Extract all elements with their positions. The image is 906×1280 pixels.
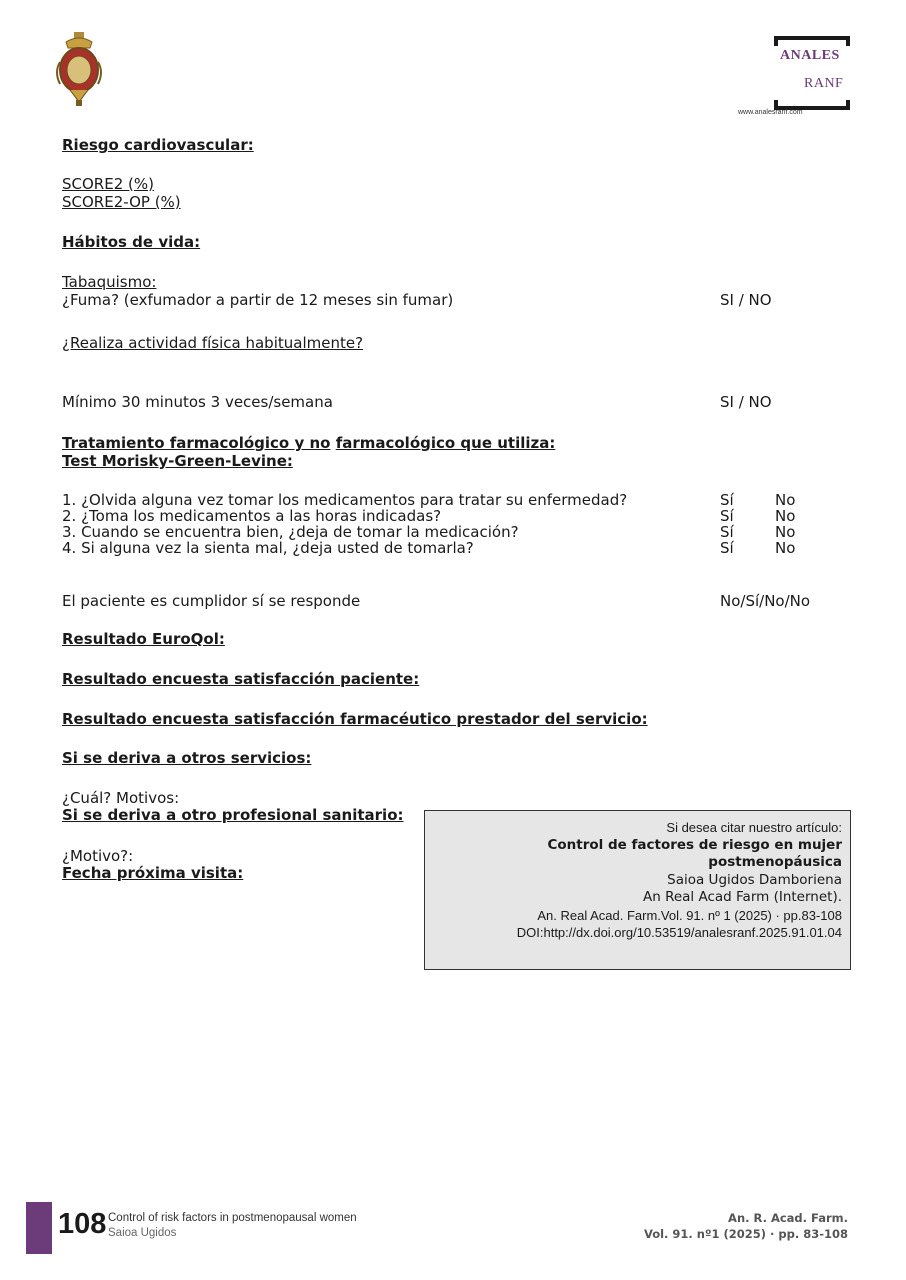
logo-website-text: www.analesranf.com: [738, 109, 803, 116]
cite-author: Saioa Ugidos Damboriena: [667, 871, 842, 888]
heading-fecha-visita: Fecha próxima visita:: [62, 864, 244, 882]
morisky-question-3: 3. Cuando se encuentra bien, ¿deja de tomar la medicación?: [62, 523, 519, 541]
cite-volume: An. Real Acad. Farm.Vol. 91. nº 1 (2025) · pp.83-108: [537, 907, 842, 923]
page-number: 108: [58, 1208, 107, 1240]
heading-euroqol: Resultado EuroQol:: [62, 630, 225, 648]
logo-anales-text: ANALES: [780, 48, 840, 63]
heading-riesgo-cardiovascular: Riesgo cardiovascular:: [62, 136, 254, 154]
footer-volume: Vol. 91. nº1 (2025) · pp. 83-108: [643, 1227, 848, 1241]
cite-journal: An Real Acad Farm (Internet).: [642, 889, 842, 905]
morisky-no-1: No: [775, 491, 796, 509]
morisky-no-4: No: [775, 539, 796, 557]
crest-logo: [54, 32, 104, 108]
answer-cumplidor: No/Sí/No/No: [720, 592, 811, 610]
journal-logo: [738, 36, 852, 118]
morisky-question-4: 4. Si alguna vez la sienta mal, ¿deja usted de tomarla?: [62, 539, 474, 557]
heading-tratamiento: [62, 435, 555, 451]
answer-fuma: SI / NO: [720, 291, 772, 309]
cite-intro: Si desea citar nuestro artículo:: [666, 820, 842, 835]
heading-deriva-profesional: Si se deriva a otro profesional sanitario:: [62, 806, 404, 824]
label-score2: SCORE2 (%): [62, 175, 154, 193]
label-cual-motivos: ¿Cuál? Motivos:: [62, 789, 180, 807]
heading-tratamiento-part1: Tratamiento farmacológico y no: [62, 434, 331, 452]
heading-satisfaccion-farmaceutico: Resultado encuesta satisfacción farmacéutico prestador del servicio:: [62, 710, 648, 728]
footer-journal: An. R. Acad. Farm.: [728, 1211, 848, 1225]
label-score2-op: SCORE2-OP (%): [62, 193, 181, 211]
question-cumplidor: El paciente es cumplidor sí se responde: [62, 592, 361, 610]
heading-habitos: Hábitos de vida:: [62, 233, 201, 251]
question-minimo: Mínimo 30 minutos 3 veces/semana: [62, 393, 333, 411]
morisky-si-3: Sí: [720, 523, 734, 541]
label-motivo: ¿Motivo?:: [62, 847, 134, 865]
question-actividad: ¿Realiza actividad física habitualmente?: [62, 334, 364, 352]
question-fuma: ¿Fuma? (exfumador a partir de 12 meses sin fumar): [62, 291, 454, 309]
morisky-si-4: Sí: [720, 539, 734, 557]
logo-ranf-text: RANF: [804, 76, 844, 91]
morisky-no-3: No: [775, 523, 796, 541]
label-tabaquismo: Tabaquismo:: [62, 273, 157, 291]
morisky-question-2: 2. ¿Toma los medicamentos a las horas indicadas?: [62, 507, 442, 525]
morisky-si-1: Sí: [720, 491, 734, 509]
heading-tratamiento-part2: farmacológico que utiliza:: [335, 434, 556, 452]
cite-doi[interactable]: DOI:http://dx.doi.org/10.53519/analesranf.2025.91.01.04: [516, 925, 842, 940]
heading-deriva-servicios: Si se deriva a otros servicios:: [62, 749, 312, 767]
morisky-si-2: Sí: [720, 507, 734, 525]
footer-accent-bar: [26, 1202, 52, 1254]
heading-test-morisky: Test Morisky-Green-Levine:: [62, 452, 293, 470]
morisky-question-1: 1. ¿Olvida alguna vez tomar los medicamentos para tratar su enfermedad?: [62, 491, 628, 509]
cite-title-line2: postmenopáusica: [708, 854, 842, 870]
cite-title-line1: Control de factores de riesgo en mujer: [547, 836, 842, 853]
answer-minimo: SI / NO: [720, 393, 772, 411]
heading-satisfaccion-paciente: Resultado encuesta satisfacción paciente:: [62, 670, 420, 688]
footer-title: Control of risk factors in postmenopausal women: [108, 1212, 357, 1224]
citation-box: [424, 810, 851, 970]
morisky-no-2: No: [775, 507, 796, 525]
footer-author: Saioa Ugidos: [108, 1227, 177, 1239]
